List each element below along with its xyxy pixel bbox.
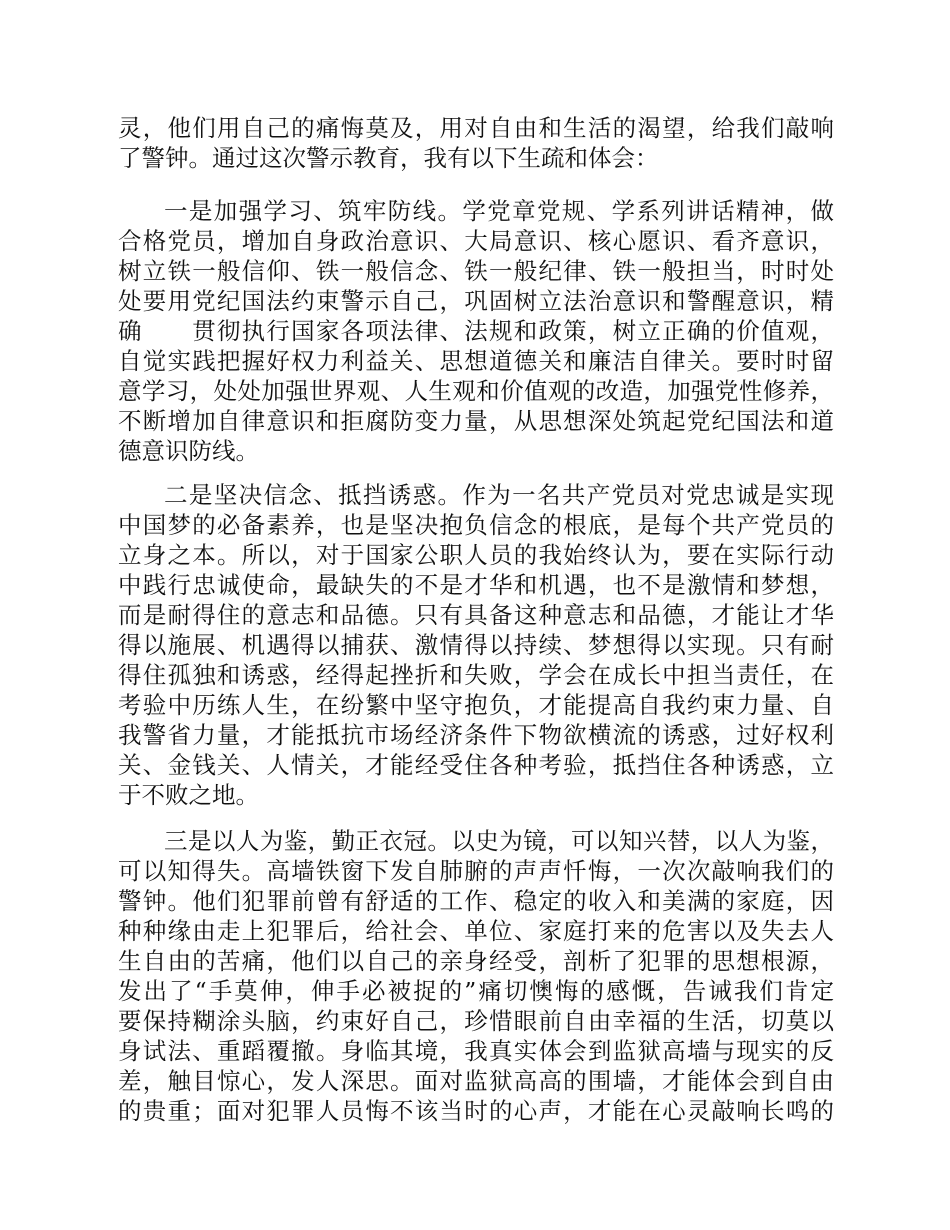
text-line: 树立铁一般信仰、铁一般信念、铁一般纪律、铁一般担当，时时处 <box>118 257 834 285</box>
text-line: 的贵重；面对犯罪人员悔不该当时的心声，才能在心灵敲响长鸣的 <box>118 1097 834 1125</box>
text-line: 于不败之地。 <box>118 781 259 809</box>
text-line: 考验中历练人生，在纷繁中坚守抱负，才能提高自我约束力量、自 <box>118 691 834 719</box>
text-line: 生自由的苦痛，他们以自己的亲身经受，剖析了犯罪的思想根源， <box>118 947 834 975</box>
text-line: 种种缘由走上犯罪后，给社会、单位、家庭打来的危害以及失去人 <box>118 917 834 945</box>
text-line: 差，触目惊心，发人深思。面对监狱高高的围墙，才能体会到自由 <box>118 1067 834 1095</box>
text-line: 中践行忠诚使命，最缺失的不是才华和机遇，也不是激情和梦想， <box>118 571 834 599</box>
text-line: 自觉实践把握好权力利益关、思想道德关和廉洁自律关。要时时留 <box>118 347 834 375</box>
text-line: 而是耐得住的意志和品德。只有具备这种意志和品德，才能让才华 <box>118 601 834 629</box>
paragraph-first-line: 三是以人为鉴，勤正衣冠。以史为镜，可以知兴替，以人为鉴， <box>164 827 834 855</box>
text-line: 警钟。他们犯罪前曾有舒适的工作、稳定的收入和美满的家庭，因 <box>118 887 834 915</box>
text-line: 不断增加自律意识和拒腐防变力量，从思想深处筑起党纪国法和道 <box>118 407 834 435</box>
text-line: 关、金钱关、人情关，才能经受住各种考验，抵挡住各种诱惑，立 <box>118 751 834 779</box>
text-line: 确 贯彻执行国家各项法律、法规和政策，树立正确的价值观， <box>118 317 834 345</box>
text-line: 中国梦的必备素养，也是坚决抱负信念的根底，是每个共产党员的 <box>118 511 834 539</box>
text-line: 身试法、重蹈覆撤。身临其境，我真实体会到监狱高墙与现实的反 <box>118 1037 834 1065</box>
text-line: 我警省力量，才能抵抗市场经济条件下物欲横流的诱惑，过好权利 <box>118 721 834 749</box>
text-line: 德意识防线。 <box>118 437 259 465</box>
paragraph-first-line: 二是坚决信念、抵挡诱惑。作为一名共产党员对党忠诚是实现 <box>164 481 834 509</box>
text-line: 要保持糊涂头脑，约束好自己，珍惜眼前自由幸福的生活，切莫以 <box>118 1007 834 1035</box>
text-line: 得以施展、机遇得以捕获、激情得以持续、梦想得以实现。只有耐 <box>118 631 834 659</box>
text-line: 可以知得失。高墙铁窗下发自肺腑的声声忏悔，一次次敲响我们的 <box>118 857 834 885</box>
text-line: 灵，他们用自己的痛悔莫及，用对自由和生活的渴望，给我们敲响 <box>118 114 834 142</box>
text-line: 合格党员，增加自身政治意识、大局意识、核心愿识、看齐意识， <box>118 227 834 255</box>
paragraph-first-line: 一是加强学习、筑牢防线。学党章党规、学系列讲话精神，做 <box>164 197 834 225</box>
text-line: 发出了“手莫伸，伸手必被捉的”痛切懊悔的感慨，告诫我们肯定 <box>118 977 834 1005</box>
text-line: 立身之本。所以，对于国家公职人员的我始终认为，要在实际行动 <box>118 541 834 569</box>
text-line: 意学习，处处加强世界观、人生观和价值观的改造，加强党性修养， <box>118 377 834 405</box>
text-line: 了警钟。通过这次警示教育，我有以下生疏和体会： <box>118 144 659 172</box>
text-line: 得住孤独和诱惑，经得起挫折和失败，学会在成长中担当责任，在 <box>118 661 834 689</box>
text-line: 处要用党纪国法约束警示自己，巩固树立法治意识和警醒意识，精 <box>118 287 834 315</box>
